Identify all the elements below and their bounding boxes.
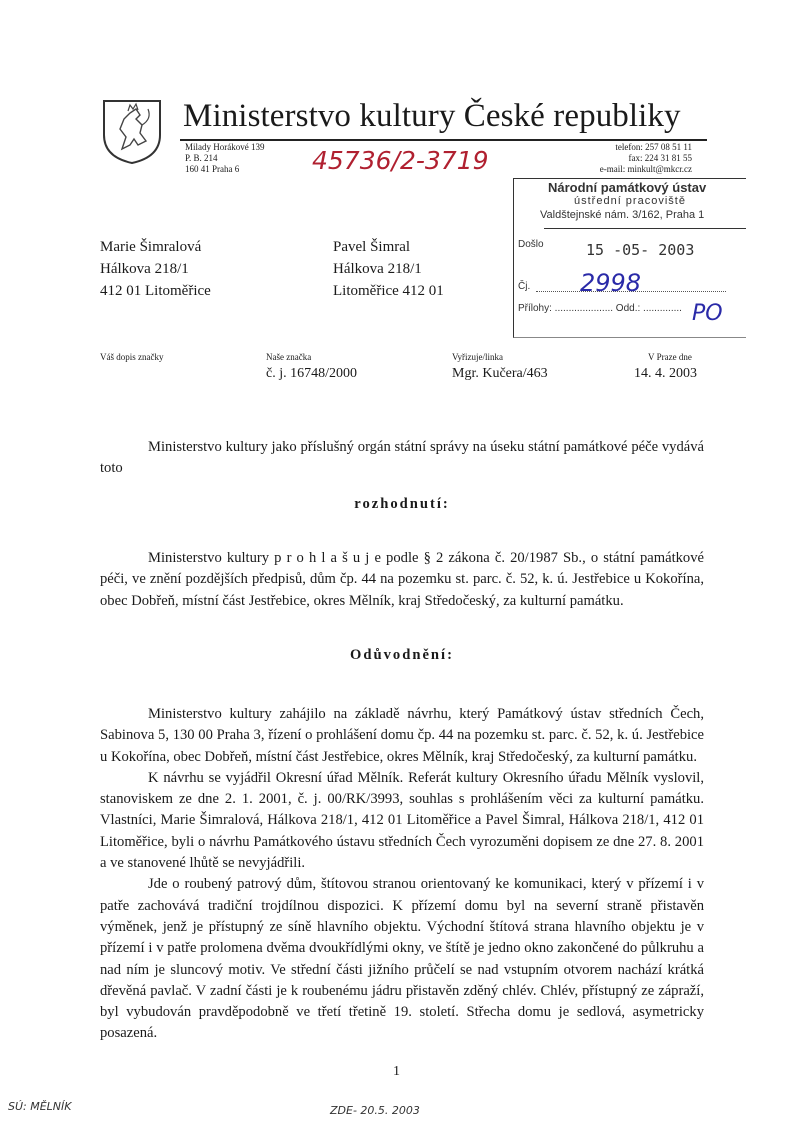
stamp-dept-value: PO [692,301,723,326]
recipient-1 [100,236,211,302]
handwritten-reference: 45736/2-3719 [312,146,489,175]
intro-text: Ministerstvo kultury jako příslušný orgán státní správy na úseku státní památkové péče vydává toto [100,439,704,477]
stamp-address: Valdštejnské nám. 3/162, Praha 1 [540,209,705,221]
page-number: 1 [393,1064,400,1079]
decision-paragraph [100,548,704,612]
stamp-header [540,179,746,229]
address-line: Milady Horákové 139 [185,142,265,152]
reasoning-paragraph: Ministerstvo kultury zahájilo na základě návrhu, který Památkový ústav středních Čech, Sabinova 5, 130 00 Praha 3, řízení o prohlášení domu čp. 44 na pozemku st. parc. č. 52, k. ú. Jestřebice u Kokořína, obec Dobřeň, místní část Jestřebice, okres Mělník, kraj Středočeský, za kulturní památku. [100,706,704,765]
recipient-2 [333,236,444,302]
stamp-attachments: Přílohy: ..................... Odd.: .............. [518,303,682,314]
recipient-name: Pavel Šimral [333,239,411,255]
reasoning-paragraph: K návrhu se vyjádřil Okresní úřad Mělník. Referát kultury Okresního úřadu Mělník vyslovil, stanoviskem ze dne 2. 1. 2001, č. j. 00/RK/3993, souhlas s prohlášením věci za kulturní památku. Vlastníci, Marie Šimralová, Hálkova 218/1, 412 01 Litoměřice a Pavel Šimral, Hálkova 218/1, 412 01 Litoměřice, byli o návrhu Památkového ústavu středních Čech vyrozuměni dopisem ze dne 27. 8. 2001 a ve stanovené lhůtě se nevyjádřili. [100,769,704,872]
stamp-unit: ústřední pracoviště [574,195,686,207]
our-ref-label: Naše značka [266,352,312,362]
recipient-city: 412 01 Litoměřice [100,283,211,299]
stamp-received-label: Došlo [518,239,544,250]
address-line: P. B. 214 [185,153,218,163]
header-rule [180,139,707,141]
your-letter-label: Váš dopis značky [100,352,164,362]
ministry-contact [580,142,692,175]
intro-paragraph [100,437,704,480]
contact-line: e-mail: minkult@mkcr.cz [599,164,692,174]
ministry-address [185,142,264,175]
contact-line: telefon: 257 08 51 11 [615,142,692,152]
ministry-title: Ministerstvo kultury České republiky [183,98,681,134]
handwritten-note-center: ZDE- 20.5. 2003 [330,1104,420,1117]
stamp-received-date: 15 -05- 2003 [586,241,695,259]
coat-of-arms-emblem [100,97,164,165]
decision-heading: rozhodnutí: [354,496,450,512]
date-label: V Praze dne [648,352,692,362]
recipient-name: Marie Šimralová [100,239,202,255]
handler-value: Mgr. Kučera/463 [452,366,548,381]
received-stamp [513,178,746,338]
recipient-street: Hálkova 218/1 [333,261,422,277]
decision-text: Ministerstvo kultury p r o h l a š u j e podle § 2 zákona č. 20/1987 Sb., o státní památkové péči, ve znění pozdějších předpisů, dům čp. 44 na pozemku st. parc. č. 52, k. ú. Jestřebice u Kokořína, obec Dobřeň, místní část Jestřebice, okres Mělník, kraj Středočeský, za kulturní památku. [100,550,704,609]
date-value: 14. 4. 2003 [634,366,697,381]
stamp-number-value: 2998 [580,269,642,297]
reasoning-paragraph: Jde o roubený patrový dům, štítovou stranou orientovaný ke komunikaci, který v přízemí i v patře zachovává tradiční trojdílnou dispozici. K přízemí domu byl na severní straně přistavěn výměnek, jenž je přístupný ze síně hlavního objektu. Východní štítová strana hlavního objektu je v přízemí i v patře prolomena dvěma dvoukřídlými okny, ve štítě je jedno okno zakončené do půlkruhu a nad ním je sluncový motiv. Ve střední části jižního průčelí se nad vstupním otvorem nachází krátká dřevěná pavlač. V zadní části je k roubenému jádru přistavěn zděný chlév. Chlév, přístupný ze zápraží, byl vybudován pravděpodobně ve třetí třetině 19. století. Střecha domu je sedlová, asymetricky posazená. [100,876,704,1042]
stamp-number-label: Čj. [518,281,531,292]
recipient-street: Hálkova 218/1 [100,261,189,277]
reasoning-heading: Odůvodnění: [350,647,454,663]
address-line: 160 41 Praha 6 [185,164,240,174]
our-ref-value: č. j. 16748/2000 [266,366,357,381]
recipient-city: Litoměřice 412 01 [333,283,444,299]
stamp-org: Národní památkový ústav [548,180,707,195]
handwritten-note-left: SÚ: MĚLNÍK [8,1100,72,1113]
contact-line: fax: 224 31 81 55 [628,153,692,163]
handler-label: Vyřizuje/linka [452,352,503,362]
reasoning-body [100,704,704,1045]
